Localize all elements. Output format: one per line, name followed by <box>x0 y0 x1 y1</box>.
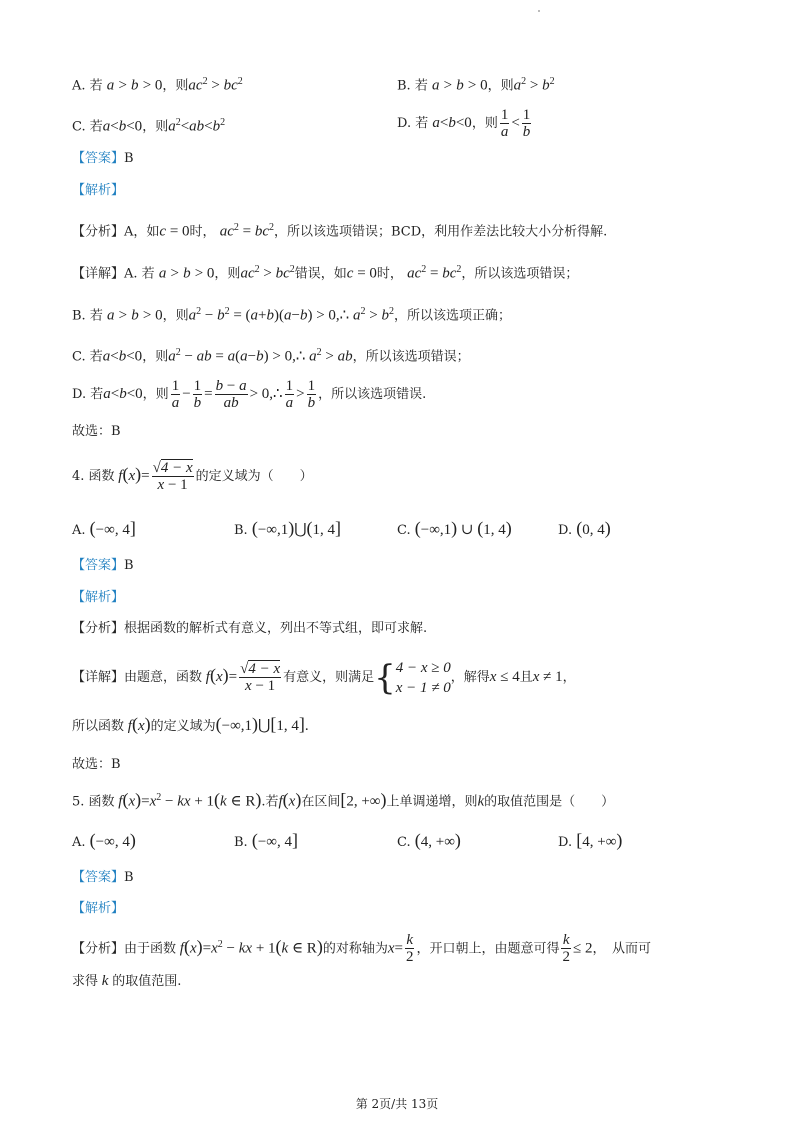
q3-detail-d: D. 若a<b<0，则 $\frac{1}{a}$ − $\frac{1}{b}$ = $\frac{b - a}{ab}$ > 0,∴ $\frac{1}{a}$ > $\frac{1}{b}$ ，所以该选项错误. <box>72 378 427 411</box>
corner-dot <box>538 10 540 12</box>
q3-answer: 【答案】B <box>72 151 134 166</box>
q3-detail-b: B. 若 a > b > 0，则$a^2 - b^2 = (a+b)(a-b)$ > 0,∴ $a^2 > b^2$，所以该选项正确； <box>72 306 511 324</box>
q5-analysis-heading: 【解析】 <box>72 901 125 916</box>
q5-fenxi-cont: 求得 k 的取值范围. <box>72 973 182 989</box>
q3-detail-a: 【详解】A. 若 a > b > 0，则$ac^2 > bc^2$错误，如c = 0时， $ac^2 = bc^2$，所以该选项错误； <box>72 264 579 282</box>
q3-choice: 故选：B <box>72 424 121 439</box>
q5-stem: 5. 函数 $f(x)=x^2$ − kx + 1(k ∈ R).若f(x)在区间[2, +∞)上单调递增，则k的取值范围是（ ） <box>72 789 615 810</box>
q4-stem: 4. 函数 f(x)= $\frac{√4 - x}{x - 1}$ 的定义域为（ ） <box>72 460 313 493</box>
q4-options: A. (−∞, 4] <box>72 518 136 538</box>
q5-option-a: A. (−∞, 4) <box>72 830 136 850</box>
q3-option-c: C. 若a<b<0，则$a^2<ab<b^2$ <box>72 117 226 135</box>
q4-option-b: B. (−∞,1)⋃(1, 4] <box>234 518 342 538</box>
q4-analysis-heading: 【解析】 <box>72 590 125 605</box>
q3-analysis-heading: 【解析】 <box>72 183 125 198</box>
q5-option-d: D. [4, +∞) <box>558 830 623 850</box>
q3-fenxi: 【分析】A，如c = 0时， $ac^2 = bc^2$，所以该选项错误；BCD，利用作差法比较大小分析得解. <box>72 222 608 240</box>
q4-choice: 故选：B <box>72 757 121 772</box>
q3-option-d: D. 若 a<b<0，则 $\frac{1}{a}$ < $\frac{1}{b}$ <box>397 107 531 140</box>
q4-answer: 【答案】B <box>72 558 134 573</box>
q5-option-b: B. (−∞, 4] <box>234 830 298 850</box>
q4-option-d: D. (0, 4) <box>558 518 611 538</box>
q3-option-b: B. 若 a > b > 0，则$a^2 > b^2$ <box>397 76 555 94</box>
q5-fenxi: 【分析】由于函数 $f(x)=x^2$ − kx + 1(k ∈ R)的对称轴为x= $\frac{k}{2}$ ，开口朝上，由题意可得 $\frac{k}{2}$ ≤ 2， 从而可 <box>72 932 651 966</box>
q4-fenxi: 【分析】根据函数的解析式有意义，列出不等式组，即可求解. <box>72 621 428 636</box>
q5-answer: 【答案】B <box>72 870 134 885</box>
q4-option-c: C. (−∞,1) ∪ (1, 4) <box>397 518 512 538</box>
q5-option-c: C. (4, +∞) <box>397 830 461 850</box>
q4-detail-domain: 所以函数 f(x)的定义域为(−∞,1)⋃[1, 4]. <box>72 714 309 734</box>
q3-option-a: A. 若 a > b > 0，则$ac^2 > bc^2$ <box>72 76 243 94</box>
q4-detail: 【详解】由题意，函数 f(x)= $\frac{√4 - x}{x - 1}$ 有意义，则满足{4 − x ≥ 0 x − 1 ≠ 0，解得x ≤ 4且x ≠ 1， <box>72 657 576 698</box>
q3-detail-c: C. 若a<b<0，则$a^2$ − ab = a(a−b) > 0,∴ $a^2$ > ab，所以该选项错误； <box>72 347 470 365</box>
page-footer: 第 2页/共 13页 <box>355 1097 439 1111</box>
